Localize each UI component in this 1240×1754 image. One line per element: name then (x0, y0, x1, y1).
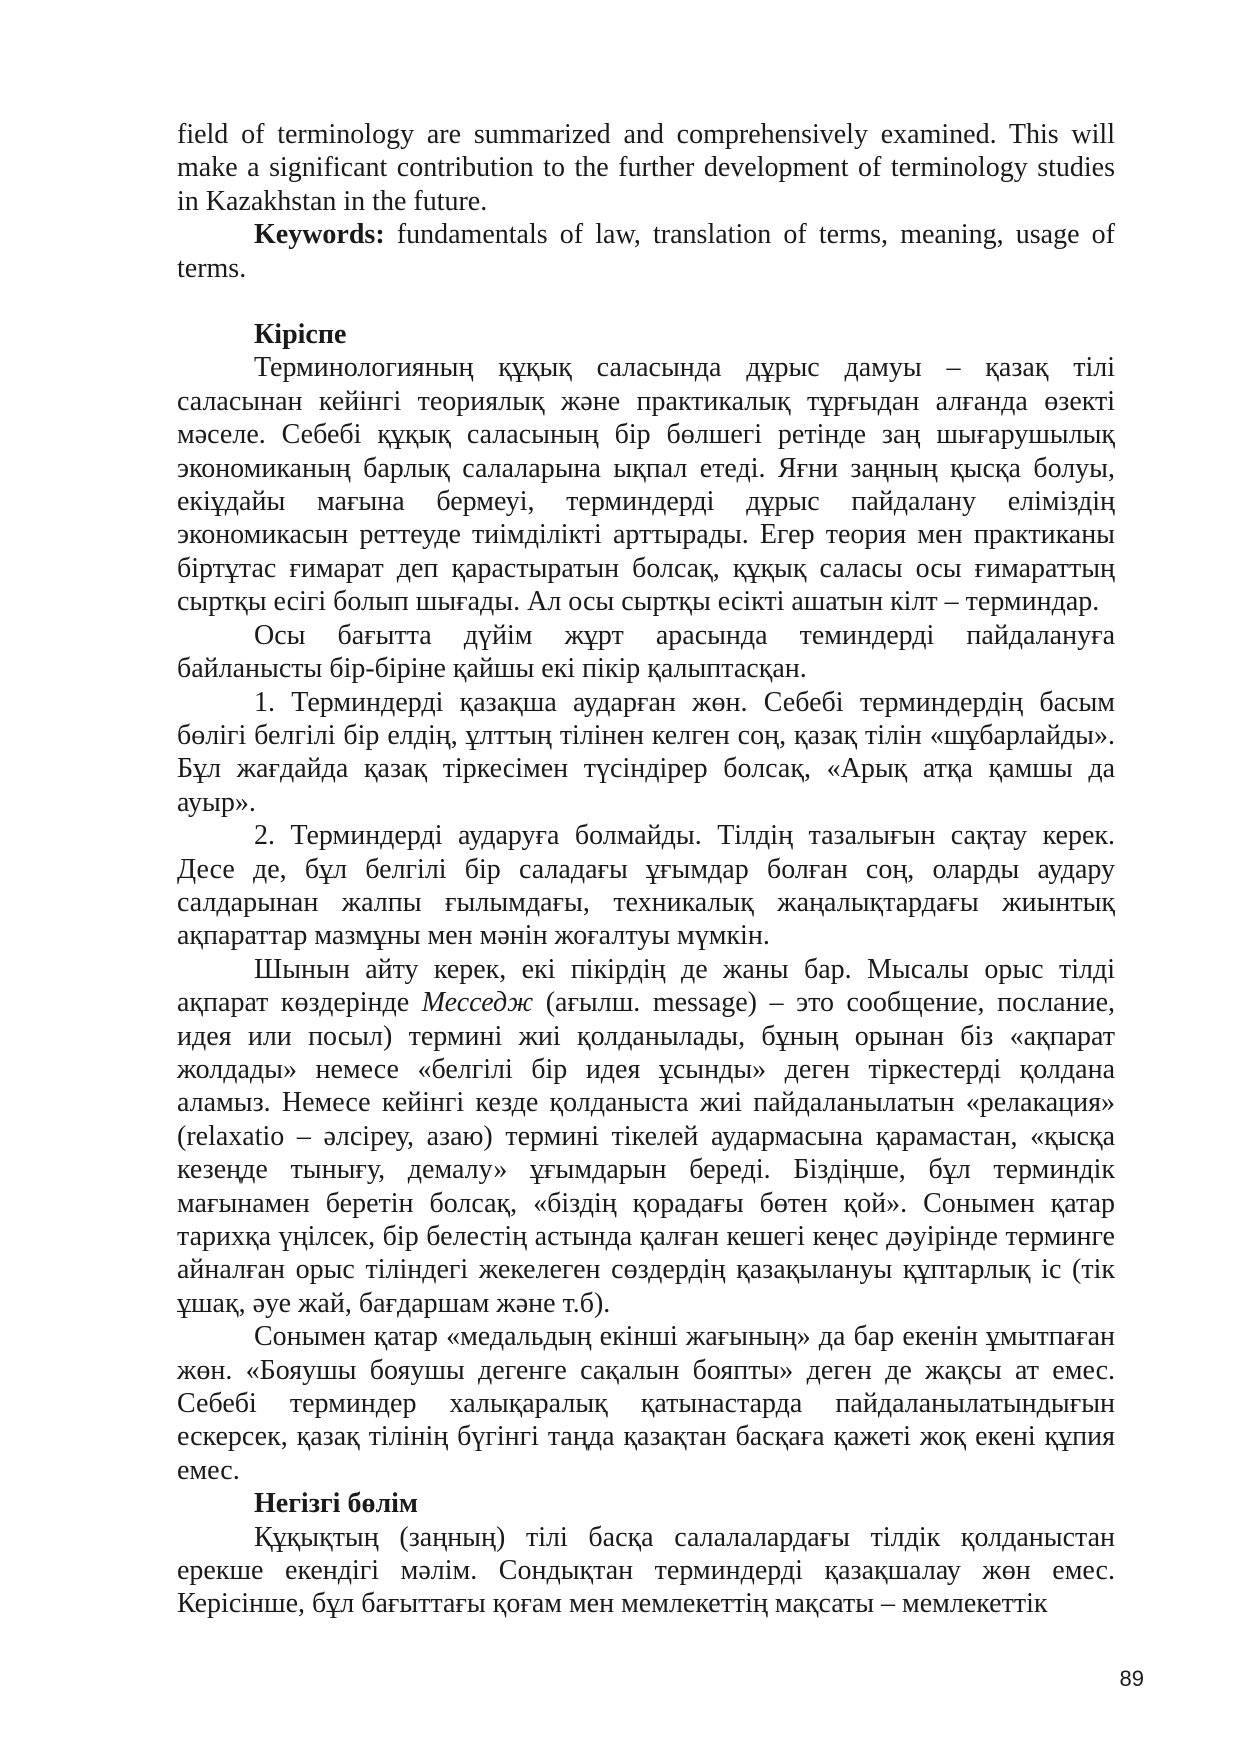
paragraph-text: Шынын айту керек, екі пікірдің де жаны бар. Мысалы орыс тілді ақпарат көздерінде (177, 953, 1115, 1019)
paragraph: Терминологияның құқық саласында дұрыс дамуы – қазақ тілі саласынан кейінгі теориялық және практикалық тұрғыдан алғанда өзекті мәселе. Себебі құқық саласының бір бөлшегі ретінде заң шығарушылық экономиканың барлық салаларына ықпал етеді. Яғни заңның қысқа болуы, екіұдайы мағына бермеуі, терминдерді дұрыс пайдалану еліміздің экономикасын реттеуде тиімділікті арттырады. Егер теория мен практиканы біртұтас ғимарат деп қарастыратын болсақ, құқық саласы осы ғимараттың сыртқы есігі болып шығады. Ал осы сыртқы есікті ашатын кілт – терминдар. (177, 352, 1115, 618)
paragraph: Құқықтың (заңның) тілі басқа салалалардағы тілдік қолданыстан ерекше екендігі мәлім. Сондықтан терминдерді қазақшалау жөн емес. Керісінше, бұл бағыттағы қоғам мен мемлекеттің мақсаты – мемлекеттік (177, 1521, 1115, 1620)
keywords-text: fundamentals of law, translation of terms, meaning, usage of terms. (177, 219, 1115, 284)
paragraph: Осы бағытта дүйім жұрт арасында теминдерді пайдалануға байланысты бір-біріне қайшы екі пікір қалыптасқан. (177, 619, 1115, 685)
page-body (177, 118, 1115, 1621)
paragraph: Сонымен қатар «медальдың екінші жағының» да бар екенін ұмытпаған жөн. «Бояушы бояушы дегенге сақалын бояпты» деген де жақсы ат емес. Себебі терминдер халықаралық қатынастарда пайдаланылатындығын ескерсек, қазақ тілінің бүгінгі таңда қазақтан басқаға қажеті жоқ екені құпия емес. (177, 1321, 1115, 1486)
abstract-paragraph: field of terminology are summarized and comprehensively examined. This will make a significant contribution to the further development of terminology studies in Kazakhstan in the future. (177, 119, 1115, 217)
paragraph: 1. Терминдерді қазақша аударған жөн. Себебі терминдердің басым бөлігі белгілі бір елдің, ұлттың тілінен келген соң, қазақ тілін «шұбарлайды». Бұл жағдайда қазақ тіркесімен түсіндірер болсақ, «Арық атқа қамшы да ауыр». (177, 686, 1115, 818)
section-heading-main: Негізгі бөлім (254, 1488, 419, 1520)
keywords-paragraph (177, 218, 1115, 285)
paragraph: 2. Терминдерді аударуға болмайды. Тілдің тазалығын сақтау керек. Десе де, бұл белгілі бір саладағы ұғымдар болған соң, оларды аудару салдарынан жалпы ғылымдағы, техникалық жаңалықтардағы жиынтық ақпараттар мазмұны мен мәнін жоғалтуы мүмкін. (177, 820, 1115, 952)
paragraph-message-example (177, 953, 1115, 1320)
section-heading-intro: Кіріспе (254, 319, 347, 351)
italic-term: Месседж (421, 987, 534, 1019)
page-number: 89 (1119, 1666, 1144, 1691)
paragraph-text: (ағылш. message) – это сообщение, послание, идея или посыл) термині жиі қолданылады, бұның орынан біз «ақпарат жолдады» немесе «белгілі бір идея ұсынды» деген тіркестерді қолдана аламыз. Немесе кейінгі кезде қолданыста жиі пайдаланылатын «релакация» (relaxatio – әлсіреу, азаю) термині тікелей аудармасына қарамастан, «қысқа кезеңде тынығу, демалу» ұғымдарын береді. Біздіңше, бұл терминдік мағынамен беретін болсақ, «біздің қорадағы бөтен қой». Сонымен қатар тарихқа үңілсек, бір белестің астында қалған кешегі кеңес дәуірінде терминге айналған орыс тіліндегі жекелеген сөздердің қазақылануы құптарлық іс (тік ұшақ, әуе жай, бағдаршам және т.б). (177, 987, 1115, 1319)
keywords-label: Keywords: (254, 219, 385, 251)
